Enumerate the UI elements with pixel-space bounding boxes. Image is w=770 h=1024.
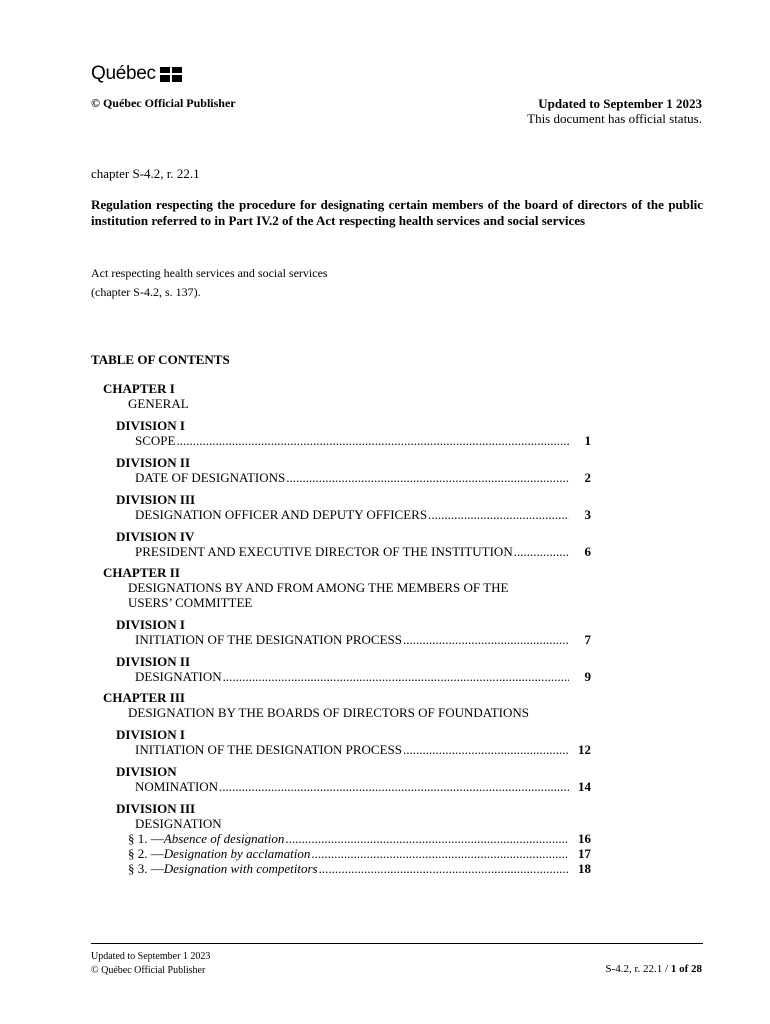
toc-entry[interactable] <box>135 433 591 448</box>
regulation-title: Regulation respecting the procedure for designating certain members of the board of directors of the public institution referred to in Part IV.2 of the Act respecting health services and social services <box>91 197 703 228</box>
toc-page-number: 1 <box>584 433 591 448</box>
dot-leader <box>311 846 569 861</box>
page-number: 1 of 28 <box>670 963 702 975</box>
chapter-label: CHAPTER III <box>103 690 185 705</box>
chapter-title: DESIGNATION BY THE BOARDS OF DIRECTORS OF FOUNDATIONS <box>128 705 529 720</box>
toc-entry[interactable] <box>135 669 591 684</box>
toc-entry[interactable] <box>135 544 591 559</box>
toc-entry-title: DATE OF DESIGNATIONS <box>135 470 286 485</box>
division-label: DIVISION <box>116 764 177 779</box>
division-label: DIVISION III <box>116 492 196 507</box>
toc-entry[interactable] <box>135 632 591 647</box>
toc-page-number: 12 <box>578 742 591 757</box>
toc-entry[interactable] <box>135 779 591 794</box>
table-of-contents <box>91 381 591 876</box>
toc-entry-title: DESIGNATION <box>135 669 222 684</box>
chapter-label: CHAPTER I <box>103 381 175 396</box>
toc-page-number: 2 <box>584 470 591 485</box>
toc-page-number: 6 <box>584 544 591 559</box>
toc-page-number: 14 <box>578 779 591 794</box>
division-label: DIVISION I <box>116 617 185 632</box>
division-title: DESIGNATION <box>135 816 222 831</box>
division-label: DIVISION III <box>116 801 196 816</box>
dot-leader <box>223 669 569 684</box>
logo-wordmark: Québec <box>91 63 156 84</box>
toc-subsection-entry[interactable] <box>128 831 591 846</box>
toc-entry-title: INITIATION OF THE DESIGNATION PROCESS <box>135 632 402 647</box>
enabling-act <box>91 264 328 302</box>
dot-leader <box>285 831 569 846</box>
subsection-prefix: § 1. — <box>128 831 164 846</box>
official-status: This document has official status. <box>527 111 702 126</box>
toc-page-number: 9 <box>584 669 591 684</box>
division-label: DIVISION I <box>116 727 185 742</box>
chapter-reference: chapter S-4.2, r. 22.1 <box>91 166 200 181</box>
chapter-title: DESIGNATIONS BY AND FROM AMONG THE MEMBERS OF THE <box>128 580 509 595</box>
toc-entry-title: Designation with competitors <box>163 861 318 876</box>
fleur-de-lis-flag-icon <box>160 67 182 82</box>
division-label: DIVISION IV <box>116 529 195 544</box>
division-label: DIVISION II <box>116 455 191 470</box>
updated-date: Updated to September 1 2023 <box>538 96 702 111</box>
toc-entry-title: PRESIDENT AND EXECUTIVE DIRECTOR OF THE INSTITUTION <box>135 544 513 559</box>
division-label: DIVISION II <box>116 654 191 669</box>
toc-heading: TABLE OF CONTENTS <box>91 352 230 367</box>
toc-entry-title: DESIGNATION OFFICER AND DEPUTY OFFICERS <box>135 507 428 522</box>
footer-left <box>91 950 210 978</box>
publisher-label: © Québec Official Publisher <box>91 96 236 110</box>
toc-entry-title: SCOPE <box>135 433 176 448</box>
footer-updated: Updated to September 1 2023 <box>91 951 211 962</box>
toc-entry[interactable] <box>135 742 591 757</box>
dot-leader <box>219 779 569 794</box>
act-name: Act respecting health services and social services <box>91 266 328 280</box>
chapter-label: CHAPTER II <box>103 565 180 580</box>
dot-leader <box>403 742 569 757</box>
quebec-logo <box>91 63 182 85</box>
subsection-prefix: § 2. — <box>128 846 164 861</box>
footer-divider <box>91 943 703 944</box>
dot-leader <box>514 544 569 559</box>
act-citation: (chapter S-4.2, s. 137). <box>91 285 201 299</box>
toc-page-number: 3 <box>584 507 591 522</box>
toc-page-number: 7 <box>584 632 591 647</box>
division-label: DIVISION I <box>116 418 185 433</box>
dot-leader <box>319 861 569 876</box>
toc-entry[interactable] <box>135 470 591 485</box>
toc-entry-title: NOMINATION <box>135 779 219 794</box>
footer-page-reference <box>605 963 702 975</box>
toc-page-number: 16 <box>578 831 591 846</box>
toc-entry-title: INITIATION OF THE DESIGNATION PROCESS <box>135 742 402 757</box>
toc-entry[interactable] <box>135 507 591 522</box>
dot-leader <box>286 470 569 485</box>
toc-page-number: 18 <box>578 861 591 876</box>
toc-subsection-entry[interactable] <box>128 846 591 861</box>
toc-entry-title: Designation by acclamation <box>163 846 311 861</box>
toc-page-number: 17 <box>578 846 591 861</box>
toc-entry-title: Absence of designation <box>163 831 285 846</box>
footer-publisher: © Québec Official Publisher <box>91 965 206 976</box>
subsection-prefix: § 3. — <box>128 861 164 876</box>
dot-leader <box>176 433 569 448</box>
chapter-title: GENERAL <box>128 396 189 411</box>
chapter-title-continued: USERS’ COMMITTEE <box>128 595 253 610</box>
dot-leader <box>428 507 569 522</box>
toc-subsection-entry[interactable] <box>128 861 591 876</box>
dot-leader <box>403 632 569 647</box>
footer-ref: S-4.2, r. 22.1 / <box>605 963 671 975</box>
update-status-block <box>527 96 702 126</box>
